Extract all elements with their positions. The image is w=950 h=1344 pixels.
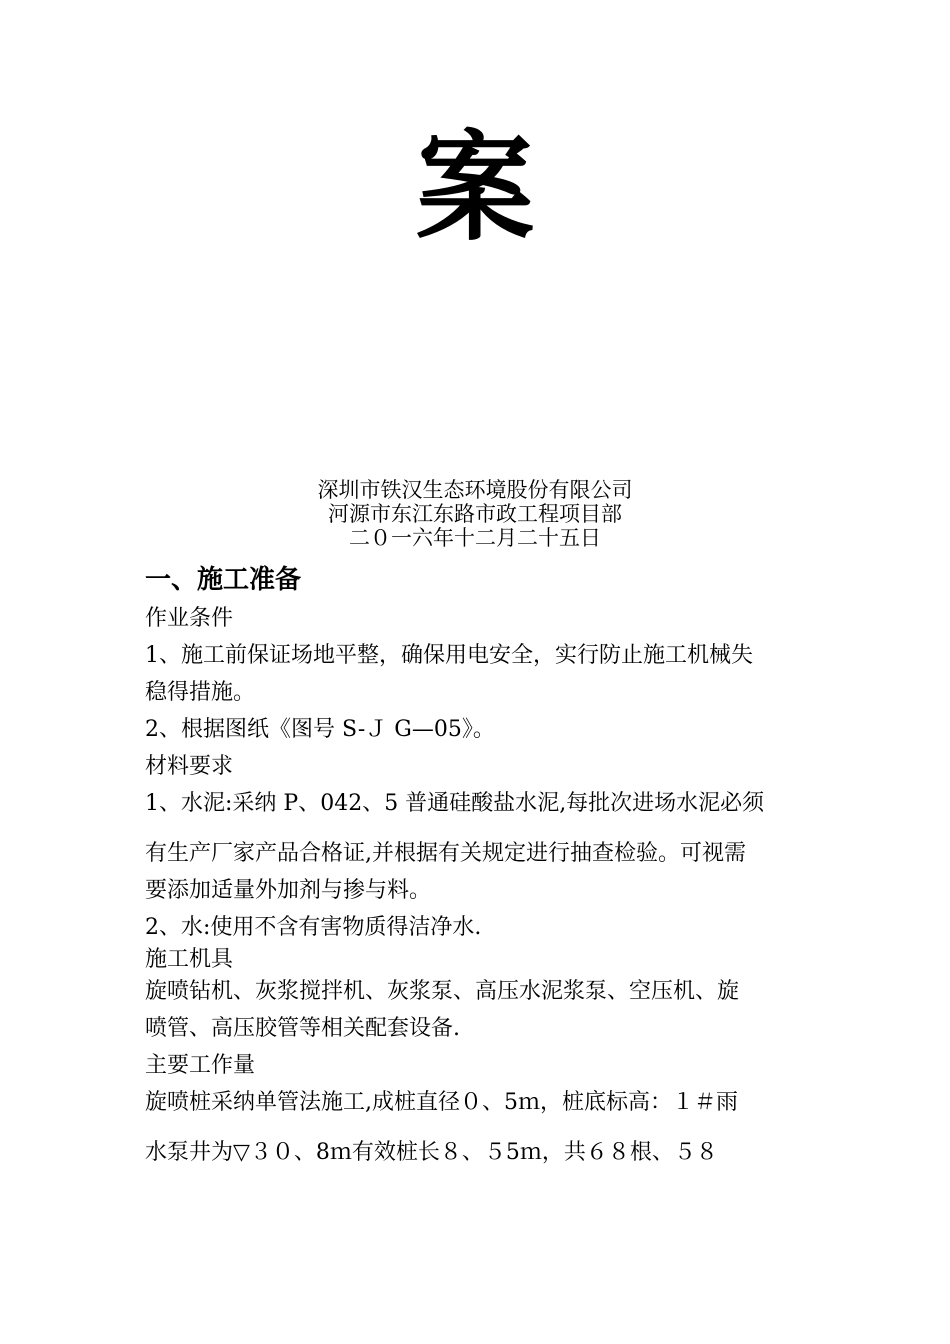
company-name: 深圳市铁汉生态环境股份有限公司 [317,478,633,502]
subsection-title-workload: 主要工作量 [145,1053,256,1078]
subsection-title-material-requirements: 材料要求 [145,754,234,779]
subsection-title-work-conditions: 作业条件 [145,606,234,631]
project-department: 河源市东江东路市政工程项目部 [328,502,622,526]
paragraph-line: 1、施工前保证场地平整，确保用电安全，实行防止施工机械失 [145,643,753,668]
section-heading: 一、施工准备 [145,565,302,595]
paragraph-line: 2、根据图纸《图号 S-Ｊ G—05》。 [145,717,495,742]
document-body [145,560,815,1171]
cover-big-character: 案 [415,118,534,257]
paragraph-line: 水泵井为▽３０、8ｍ有效桩长８、５5ｍ，共６８根、５８ [145,1140,718,1165]
subsection-title-equipment: 施工机具 [145,947,234,972]
document-date: 二０一六年十二月二十五日 [349,526,601,550]
paragraph-line: 旋喷桩采纳单管法施工,成桩直径０、5ｍ，桩底标高：１＃雨 [145,1090,738,1115]
paragraph-line: 1、水泥:采纳 P、042、5 普通硅酸盐水泥,每批次进场水泥必须 [145,791,765,816]
cover-org-block [0,478,950,550]
paragraph-line: 2、水:使用不含有害物质得洁净水. [145,915,482,940]
paragraph-line: 稳得措施。 [145,680,256,705]
paragraph-line: 有生产厂家产品合格证,并根据有关规定进行抽查检验。可视需 [145,841,746,866]
paragraph-line: 喷管、高压胶管等相关配套设备. [145,1016,460,1041]
paragraph-line: 要添加适量外加剂与掺与料。 [145,878,432,903]
paragraph-line: 旋喷钻机、灰浆搅拌机、灰浆泵、高压水泥浆泵、空压机、旋 [145,979,740,1004]
